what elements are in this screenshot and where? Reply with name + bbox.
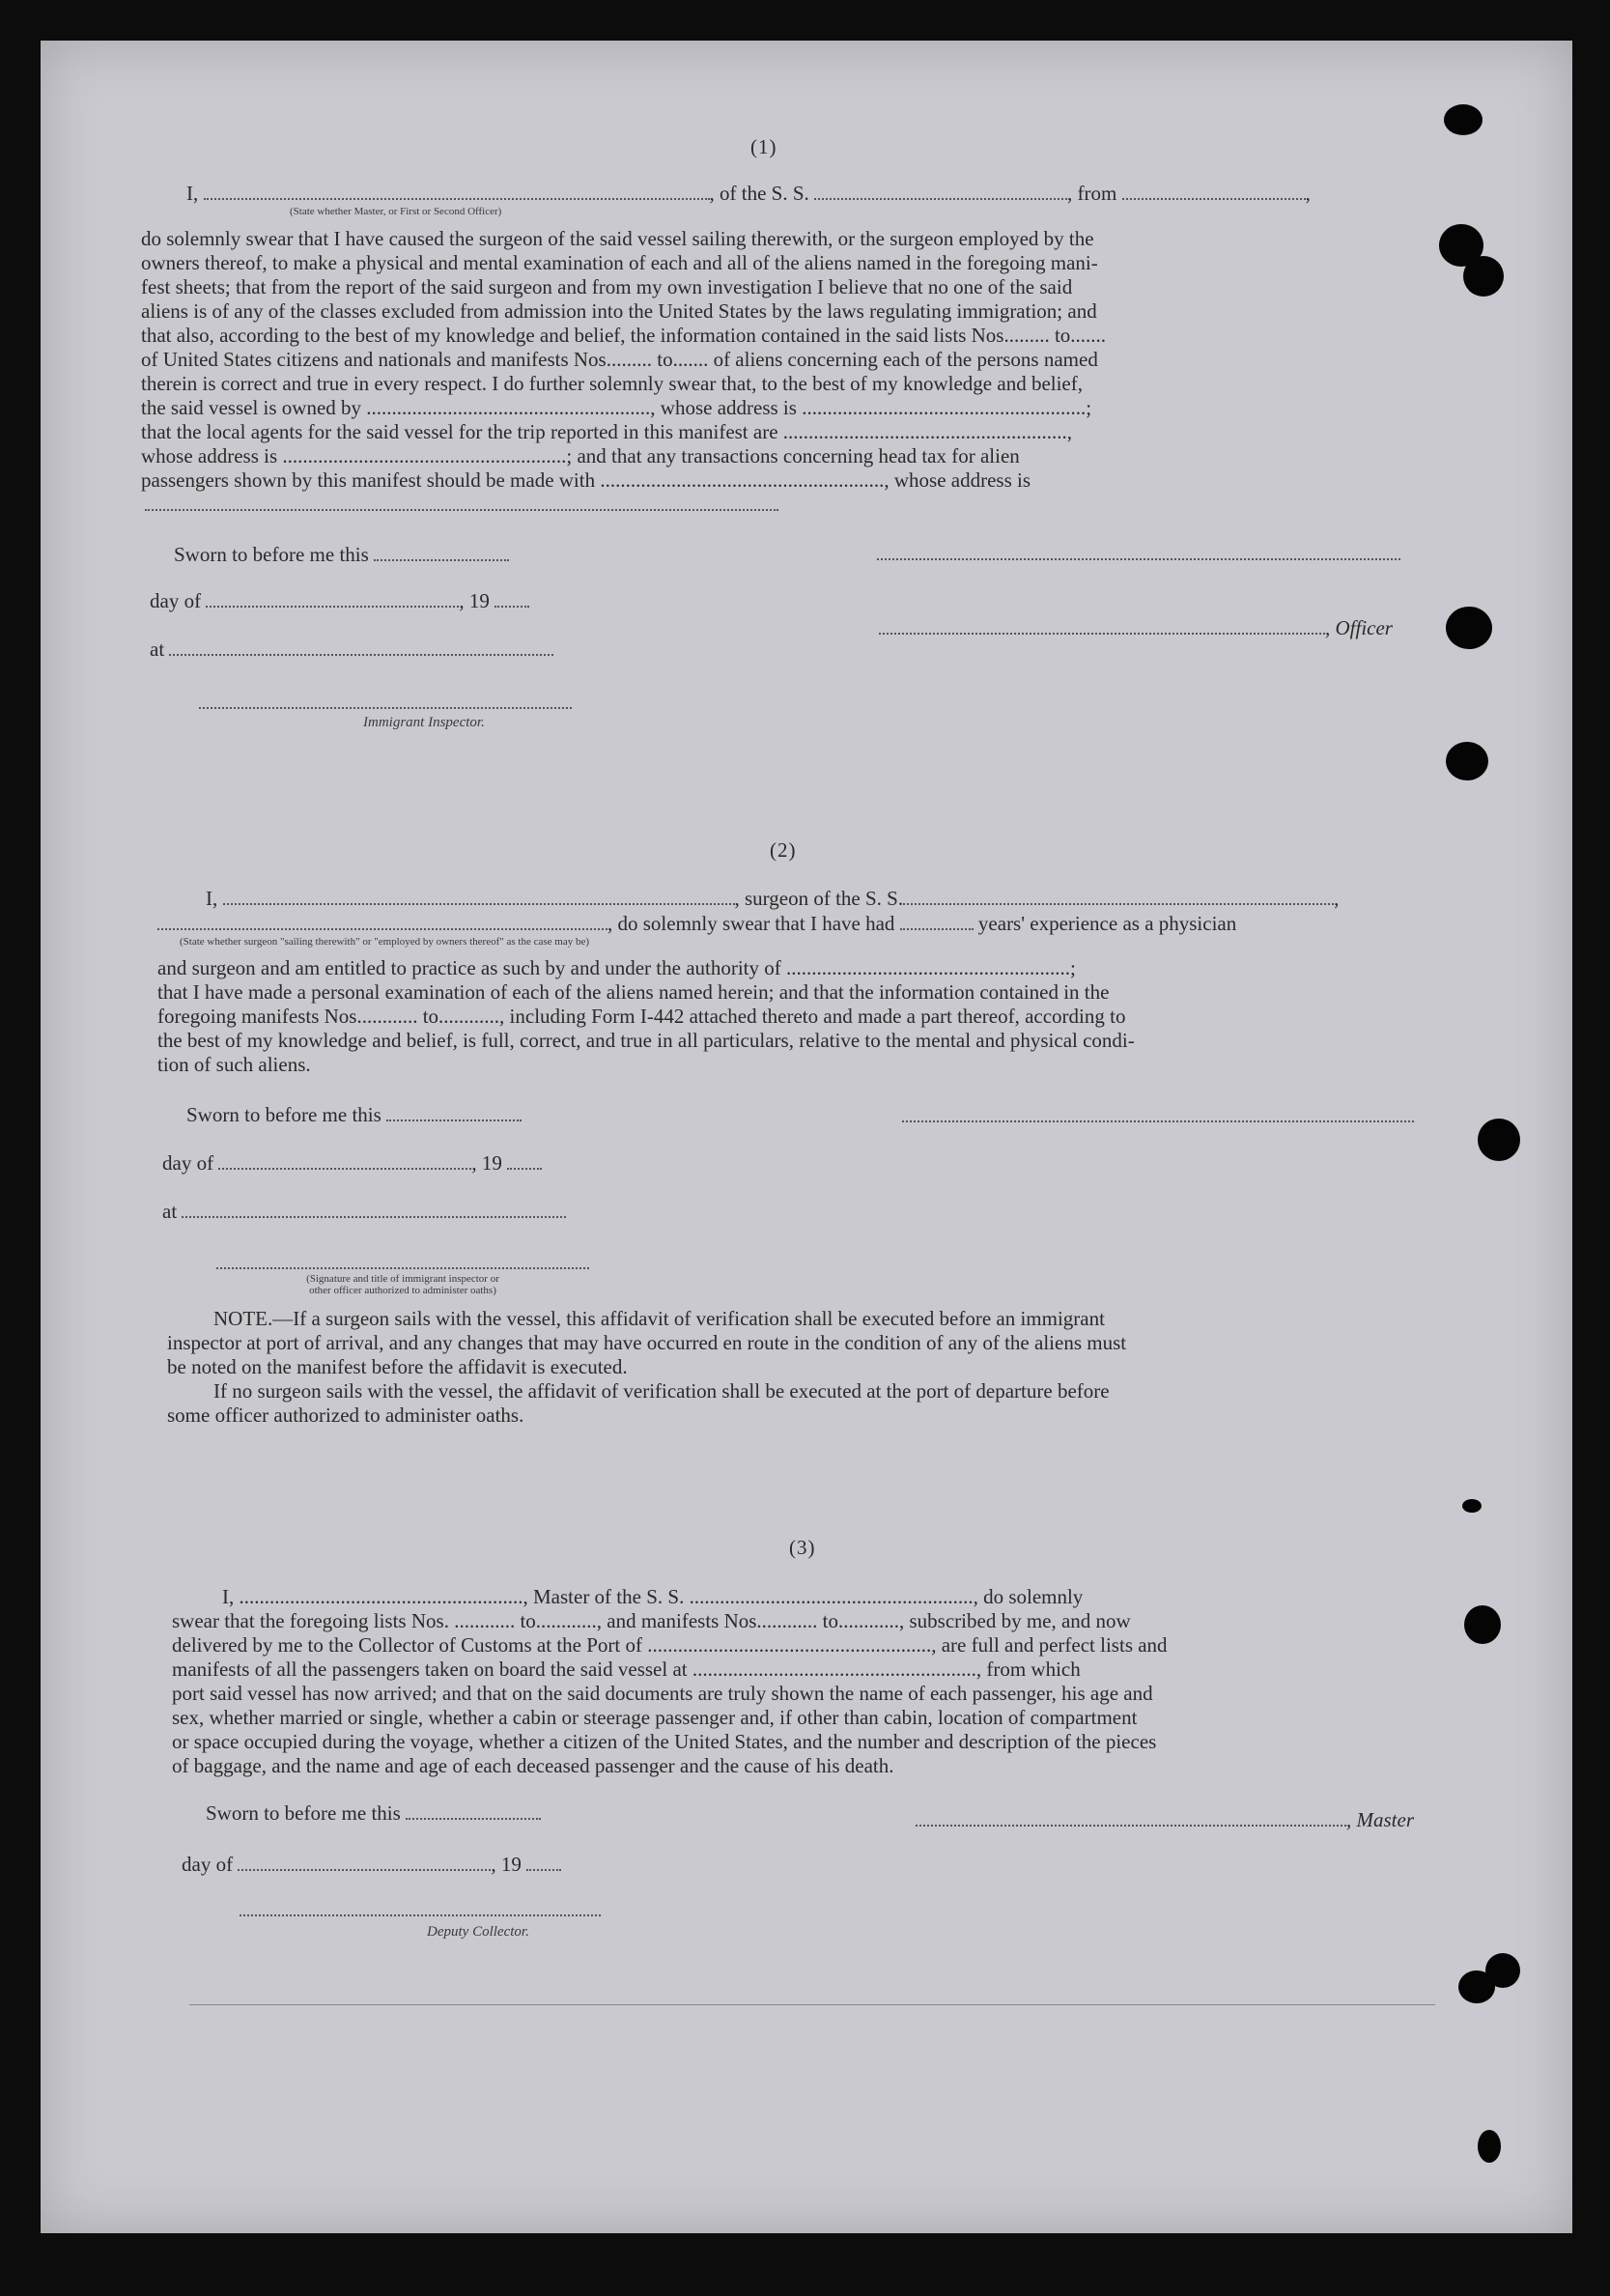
paragraph-line: the best of my knowledge and belief, is full, correct, and true in all particulars, relative to the mental and physical condi- [157,1029,1135,1052]
section-2-caption: (State whether surgeon "sailing therewith" or "employed by owners thereof" as the case may be) [180,936,590,948]
text-19: , 19 [471,1151,502,1175]
caption-line: (Signature and title of immigrant inspector or [306,1273,499,1285]
text-sworn: Sworn to before me this [186,1103,381,1126]
punch-hole [1485,1953,1520,1988]
section-1-at [150,638,553,662]
paragraph-line: that the local agents for the said vessel for the trip reported in this manifest are ........................................................, [141,420,1073,443]
place-blank [182,1201,566,1218]
punch-hole [1462,1499,1482,1513]
month-blank [238,1854,491,1871]
place-blank [169,638,553,656]
section-2-note [167,1307,1426,1428]
section-1-caption: (State whether Master, or First or Second Officer) [290,206,502,217]
officer-signature-blank [879,617,1325,635]
note-line: be noted on the manifest before the affidavit is executed. [167,1355,628,1378]
text-i: I, [206,887,218,910]
note-line: some officer authorized to administer oaths. [167,1403,524,1427]
paragraph-line: manifests of all the passengers taken on board the said vessel at ........................................................, from which [172,1658,1081,1681]
section-2-line-2 [157,912,1236,936]
collector-signature-line [240,1914,601,1916]
note-line: NOTE.—If a surgeon sails with the vessel, this affidavit of verification shall be executed before an immigrant [213,1307,1105,1330]
comma: , [1334,887,1340,910]
paragraph-line: port said vessel has now arrived; and that on the said documents are truly shown the name of each passenger, his age and [172,1682,1153,1705]
section-2-number: (2) [770,838,797,862]
section-1-day-of [150,589,529,613]
paragraph-line: therein is correct and true in every respect. I do further solemnly swear that, to the best of my knowledge and belief, [141,372,1083,395]
punch-hole [1446,742,1488,780]
punch-hole [1446,607,1492,649]
paragraph-line: tion of such aliens. [157,1053,311,1076]
punch-hole [1478,2130,1501,2163]
paragraph-line: foregoing manifests Nos............ to............, including Form I-442 attached thereto and made a part thereof, according to [157,1005,1126,1028]
section-1-paragraph [141,227,1399,493]
text-do-solemnly-swear: , do solemnly swear that I have had [607,912,895,935]
paragraph-line: owners thereof, to make a physical and mental examination of each and all of the aliens named in the foregoing mani- [141,251,1098,274]
year-blank [494,590,529,608]
punch-hole [1463,256,1504,297]
surgeon-status-blank [157,913,607,930]
years-blank [900,913,974,930]
text-of-the-ss: , of the S. S. [709,182,809,205]
inspector-signature-line [216,1267,589,1269]
month-blank [206,590,459,608]
surgeon-name-blank [223,888,735,905]
paragraph-line: passengers shown by this manifest should be made with ........................................................, whose address is [141,468,1031,492]
paragraph-line: delivered by me to the Collector of Customs at the Port of ........................................................, are full and perfect lists and [172,1633,1168,1657]
text-day-of: day of [162,1151,214,1175]
inspector-signature-line [199,707,572,709]
master-signature-blank [916,1809,1346,1827]
section-1-officer [879,616,1393,640]
text-master: , Master [1346,1808,1414,1831]
officer-name-blank [204,183,710,200]
section-2-sworn [186,1103,522,1127]
vessel-name-blank [903,888,1334,905]
section-3-day-of [182,1853,561,1877]
text-sworn: Sworn to before me this [206,1801,401,1825]
section-3-paragraph [172,1585,1427,1778]
paragraph-line: that also, according to the best of my knowledge and belief, the information contained in the said lists Nos......... to....... [141,324,1107,347]
section-3-sworn [206,1801,541,1826]
surgeon-signature-line [902,1120,1414,1122]
text-19: , 19 [459,589,490,612]
from-port-blank [1122,183,1306,200]
sworn-date-blank [386,1104,522,1121]
address-continuation-blank [145,509,778,511]
officer-signature-line [877,558,1400,560]
paragraph-line: do solemnly swear that I have caused the surgeon of the said vessel sailing therewith, or the surgeon employed by the [141,227,1094,250]
section-1-number: (1) [750,135,777,158]
sworn-date-blank [406,1802,541,1820]
vessel-name-blank [814,183,1067,200]
paragraph-line: of United States citizens and nationals and manifests Nos......... to....... of aliens concerning each of the persons named [141,348,1098,371]
paragraph-line: and surgeon and am entitled to practice as such by and under the authority of ........................................................; [157,956,1076,979]
text-i: I, [186,182,199,205]
text-day-of: day of [150,589,202,612]
text-officer: , Officer [1325,616,1393,639]
punch-hole [1444,104,1483,135]
paragraph-line: I, ........................................................, Master of the S. S. ........................................................, do solemnly [222,1585,1084,1608]
comma: , [1305,182,1311,205]
section-1-line-1 [186,182,1405,206]
section-2-day-of [162,1151,542,1176]
sworn-date-blank [374,544,509,561]
section-3-master [916,1808,1414,1832]
text-at: at [150,638,165,661]
paragraph-line: aliens is of any of the classes excluded from admission into the United States by the laws regulating immigration; and [141,299,1097,323]
text-day-of: day of [182,1853,234,1876]
text-19: , 19 [491,1853,522,1876]
section-2-at [162,1200,566,1224]
paragraph-line: that I have made a personal examination of each of the aliens named herein; and that the information contained in the [157,980,1110,1004]
paragraph-line: fest sheets; that from the report of the said surgeon and from my own investigation I believe that no one of the said [141,275,1073,298]
note-line: If no surgeon sails with the vessel, the affidavit of verification shall be executed at the port of departure before [213,1379,1110,1403]
month-blank [218,1152,471,1170]
paragraph-line: sex, whether married or single, whether a cabin or steerage passenger and, if other than cabin, location of compartment [172,1706,1138,1729]
paragraph-line: or space occupied during the voyage, whether a citizen of the United States, and the number and description of the pieces [172,1730,1157,1753]
punch-hole [1478,1119,1520,1161]
text-years-experience: years' experience as a physician [977,912,1237,935]
paragraph-line: of baggage, and the name and age of each deceased passenger and the cause of his death. [172,1754,894,1777]
text-from: , from [1067,182,1117,205]
inspector-caption: Immigrant Inspector. [363,715,485,730]
section-2-paragraph [157,956,1416,1077]
section-2-sig-caption [216,1273,589,1296]
paragraph-line: swear that the foregoing lists Nos. ............ to............, and manifests Nos............ to............, subscribed by me, and now [172,1609,1131,1632]
text-at: at [162,1200,178,1223]
section-2-line-1 [206,887,1339,911]
text-sworn: Sworn to before me this [174,543,369,566]
collector-caption: Deputy Collector. [427,1924,529,1940]
year-blank [507,1152,542,1170]
section-3-number: (3) [789,1536,816,1559]
note-line: inspector at port of arrival, and any changes that may have occurred en route in the condition of any of the aliens must [167,1331,1127,1354]
punch-hole [1464,1605,1501,1644]
paragraph-line: the said vessel is owned by ........................................................, whose address is ........................................................; [141,396,1092,419]
text-surgeon-of-ss: , surgeon of the S. S. [734,887,904,910]
paragraph-line: whose address is ........................................................; and that any transactions concerning head tax for alien [141,444,1020,468]
year-blank [526,1854,561,1871]
caption-line: other officer authorized to administer oaths) [309,1285,496,1296]
section-1-sworn [174,543,509,567]
bottom-rule [189,2004,1435,2005]
